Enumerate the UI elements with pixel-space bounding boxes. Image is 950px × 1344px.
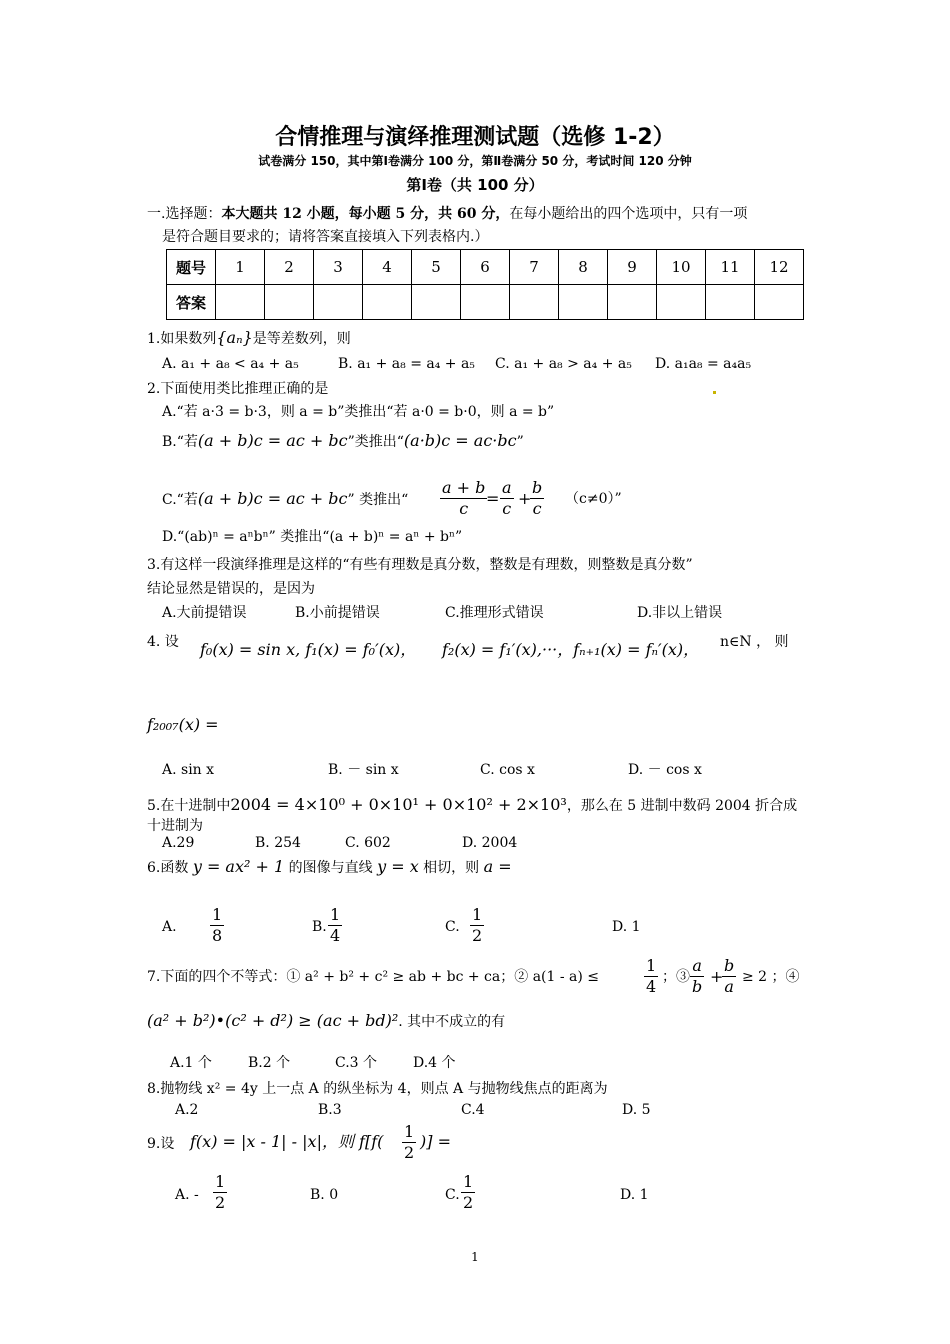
q2-stem: 2.下面使用类比推理正确的是 [147, 381, 329, 397]
answer-table-number: 4 [363, 250, 412, 285]
q4-option-c: C. cos x [480, 762, 535, 778]
q6-option-b-fraction [328, 905, 342, 946]
answer-cell[interactable] [314, 285, 363, 320]
q5-option-a: A.29 [162, 835, 195, 851]
q2-c-equals: = [486, 489, 500, 508]
fraction-numerator: a [690, 956, 704, 977]
answer-table-header-row [167, 250, 804, 285]
answer-cell[interactable] [608, 285, 657, 320]
q7-inequality-4: (a² + b²)•(c² + d²) ≥ (ac + bd)² [147, 1011, 399, 1030]
q5-stem-a: 5.在十进制中 [147, 798, 231, 814]
answer-table-number: 8 [559, 250, 608, 285]
q4-formula-2: f₂(x) = f₁′(x),···，fₙ₊₁(x) = fₙ′(x)， [442, 640, 700, 659]
q1-option-d: D. a₁a₈ = a₄a₅ [655, 356, 752, 372]
q1-stem-a: 1.如果数列 [147, 331, 217, 347]
q2-c-part: C.“若 [162, 492, 198, 508]
stray-dot [713, 391, 716, 394]
q2-b-part: ”类推出“ [347, 434, 404, 450]
fraction-numerator: a + b [442, 478, 486, 497]
answer-cell[interactable] [216, 285, 265, 320]
answer-table-number: 9 [608, 250, 657, 285]
q7-option-d: D.4 个 [413, 1055, 456, 1071]
answer-cell[interactable] [363, 285, 412, 320]
answer-table-number: 1 [216, 250, 265, 285]
answer-table-number: 7 [510, 250, 559, 285]
q1-option-c: C. a₁ + a₈ > a₄ + a₅ [495, 356, 632, 372]
answer-cell[interactable] [755, 285, 804, 320]
q1-option-a: A. a₁ + a₈ < a₄ + a₅ [162, 356, 299, 372]
q6-function: y = ax² + 1 [192, 857, 285, 876]
q2-option-b [162, 432, 524, 451]
q7-question: . 其中不成立的有 [398, 1014, 506, 1030]
q7-mid: ；③ [662, 969, 690, 985]
fraction-denominator: 2 [472, 926, 483, 945]
fraction-denominator: b [692, 977, 703, 996]
q5-stem-2: 十进制为 [147, 818, 203, 834]
fraction-numerator: 1 [215, 1172, 226, 1191]
page-number: 1 [471, 1250, 479, 1264]
fraction-denominator: 2 [404, 1143, 415, 1162]
q2-b-formula: (a + b)c = ac + bc [197, 431, 348, 450]
fraction-denominator: 2 [463, 1193, 474, 1212]
q7-option-c: C.3 个 [335, 1055, 378, 1071]
q1-stem-b: 是等差数列，则 [252, 331, 351, 347]
q5-option-b: B. 254 [255, 835, 301, 851]
q4-stem: 4. 设 [147, 634, 179, 650]
answer-cell[interactable] [412, 285, 461, 320]
q2-b-part: B.“若 [162, 434, 198, 450]
q6-option-b-label: B. [312, 919, 327, 935]
answer-table-number: 11 [706, 250, 755, 285]
section-rule: 本大题共 12 小题，每小题 5 分，共 60 分， [221, 206, 510, 222]
q9-option-c-label: C. [445, 1187, 460, 1203]
q6-variable: a = [483, 857, 512, 876]
answer-cell[interactable] [461, 285, 510, 320]
answer-cell[interactable] [559, 285, 608, 320]
fraction-denominator: c [459, 499, 469, 518]
q9-option-d: D. 1 [620, 1187, 649, 1203]
q9-option-b: B. 0 [310, 1187, 339, 1203]
q9-option-c-fraction [461, 1172, 475, 1213]
answer-table-number: 6 [461, 250, 510, 285]
q2-c-part: ” 类推出“ [347, 492, 409, 508]
section-instruction: 在每小题给出的四个选项中，只有一项 [509, 206, 748, 222]
section-label: 一.选择题： [147, 206, 222, 222]
q6-option-c-fraction [470, 905, 484, 946]
q4-expression: f₂₀₀₇(x) = [147, 715, 219, 734]
q3-option-c: C.推理形式错误 [445, 605, 544, 621]
fraction-denominator: 8 [212, 926, 223, 945]
fraction-denominator: c [532, 499, 542, 518]
q7-fraction-3 [722, 956, 736, 997]
q6-stem-b: 的图像与直线 [288, 860, 373, 876]
q2-c-plus: + [518, 489, 532, 508]
fraction-denominator: 4 [646, 977, 657, 996]
q6-option-d: D. 1 [612, 919, 641, 935]
fraction-denominator: a [724, 977, 734, 996]
q1-stem [147, 329, 351, 348]
q7-plus: + [710, 967, 724, 986]
answer-table [166, 249, 804, 320]
q2-b-formula2: (a·b)c = ac·bc [403, 431, 517, 450]
q2-c-fraction-1 [440, 478, 487, 519]
q5-stem-b: ，那么在 5 进制中数码 2004 折合成 [566, 798, 798, 814]
q4-option-a: A. sin x [162, 762, 215, 778]
q2-c-fraction-2 [500, 478, 514, 519]
fraction-denominator: 2 [215, 1193, 226, 1212]
q2-b-part: ” [516, 434, 524, 450]
fraction-numerator: 1 [212, 905, 223, 924]
q7-line-2 [147, 1012, 505, 1031]
q9-option-a-fraction [213, 1172, 227, 1213]
q6-option-a-label: A. [162, 919, 177, 935]
q1-sequence: {aₙ} [216, 328, 253, 347]
q2-option-d: D.“(ab)ⁿ = aⁿbⁿ” 类推出“(a + b)ⁿ = aⁿ + bⁿ” [162, 529, 463, 545]
q3-option-b: B.小前提错误 [295, 605, 380, 621]
fraction-numerator: 1 [330, 905, 341, 924]
q2-c-formula: (a + b)c = ac + bc [197, 489, 348, 508]
q7-stem: 7.下面的四个不等式：① a² + b² + c² ≥ ab + bc + ca；② a(1 - a) ≤ [147, 969, 600, 985]
q5-option-d: D. 2004 [462, 835, 518, 851]
q5-stem [147, 796, 797, 815]
answer-table-number: 10 [657, 250, 706, 285]
section-intro-line1 [147, 205, 747, 223]
q4-option-d: D. － cos x [628, 762, 702, 778]
q7-option-a: A.1 个 [170, 1055, 212, 1071]
q7-fraction-1 [644, 956, 658, 997]
fraction-numerator: 1 [646, 956, 657, 975]
q3-stem-2: 结论显然是错误的，是因为 [147, 581, 315, 597]
q3-option-d: D.非以上错误 [637, 605, 723, 621]
page-title: 合情推理与演绎推理测试题（选修 1-2） [275, 125, 675, 150]
q2-option-c [162, 490, 408, 509]
q9-fraction [402, 1122, 416, 1163]
q6-stem [147, 858, 512, 877]
q2-c-condition: （c≠0）” [565, 491, 622, 507]
fraction-numerator: b [532, 478, 543, 497]
fraction-numerator: 1 [463, 1172, 474, 1191]
q2-option-a: A.“若 a·3 = b·3，则 a = b”类推出“若 a·0 = b·0，则 a = b” [162, 404, 555, 420]
answer-table-number: 5 [412, 250, 461, 285]
answer-cell[interactable] [657, 285, 706, 320]
q9-stem: 9.设 [147, 1136, 175, 1152]
q9-function-tail: )] = [420, 1132, 451, 1151]
fraction-denominator: c [502, 499, 512, 518]
fraction-numerator: 1 [404, 1122, 415, 1141]
q7-tail: ≥ 2 ；④ [742, 969, 800, 985]
fraction-denominator: 4 [330, 926, 341, 945]
q6-stem-c: 相切，则 [423, 860, 480, 876]
q9-function: f(x) = |x - 1| - |x|，则 f[f( [190, 1132, 384, 1151]
exam-info: 试卷满分 150，其中第Ⅰ卷满分 100 分，第Ⅱ卷满分 50 分，考试时间 120 分钟 [258, 154, 692, 168]
fraction-numerator: b [724, 956, 735, 975]
q9-option-a-label: A. - [175, 1187, 199, 1203]
answer-cell[interactable] [510, 285, 559, 320]
q6-option-c-label: C. [445, 919, 460, 935]
q2-c-fraction-3 [530, 478, 544, 519]
answer-table-number: 3 [314, 250, 363, 285]
q8-option-c: C.4 [461, 1102, 485, 1118]
q4-formula-1: f₀(x) = sin x, f₁(x) = f₀′(x)， [200, 640, 417, 659]
answer-table-answer-label: 答案 [167, 285, 216, 320]
q4-domain: n∈N ， 则 [720, 634, 789, 650]
answer-table-number: 2 [265, 250, 314, 285]
fraction-numerator: a [502, 478, 512, 497]
q5-option-c: C. 602 [345, 835, 391, 851]
q8-option-d: D. 5 [622, 1102, 651, 1118]
q5-equation: 2004 = 4×10⁰ + 0×10¹ + 0×10² + 2×10³ [230, 795, 567, 814]
fraction-numerator: 1 [472, 905, 483, 924]
q6-option-a-fraction [210, 905, 224, 946]
q8-option-a: A.2 [175, 1102, 199, 1118]
answer-table-answer-row [167, 285, 804, 320]
q7-option-b: B.2 个 [248, 1055, 291, 1071]
answer-cell[interactable] [706, 285, 755, 320]
q6-line: y = x [377, 857, 419, 876]
part-heading: 第Ⅰ卷（共 100 分） [406, 176, 544, 194]
q7-fraction-2 [690, 956, 704, 997]
section-intro-line2: 是符合题目要求的；请将答案直接填入下列表格内.） [162, 229, 489, 245]
answer-cell[interactable] [265, 285, 314, 320]
q1-option-b: B. a₁ + a₈ = a₄ + a₅ [338, 356, 475, 372]
q3-option-a: A.大前提错误 [162, 605, 247, 621]
answer-table-number: 12 [755, 250, 804, 285]
q6-stem-a: 6.函数 [147, 860, 189, 876]
q4-option-b: B. － sin x [328, 762, 399, 778]
q8-option-b: B.3 [318, 1102, 342, 1118]
q8-stem: 8.抛物线 x² = 4y 上一点 A 的纵坐标为 4，则点 A 与抛物线焦点的距离为 [147, 1081, 608, 1097]
q3-stem: 3.有这样一段演绎推理是这样的“有些有理数是真分数，整数是有理数，则整数是真分数” [147, 557, 693, 573]
answer-table-number-label: 题号 [167, 250, 216, 285]
